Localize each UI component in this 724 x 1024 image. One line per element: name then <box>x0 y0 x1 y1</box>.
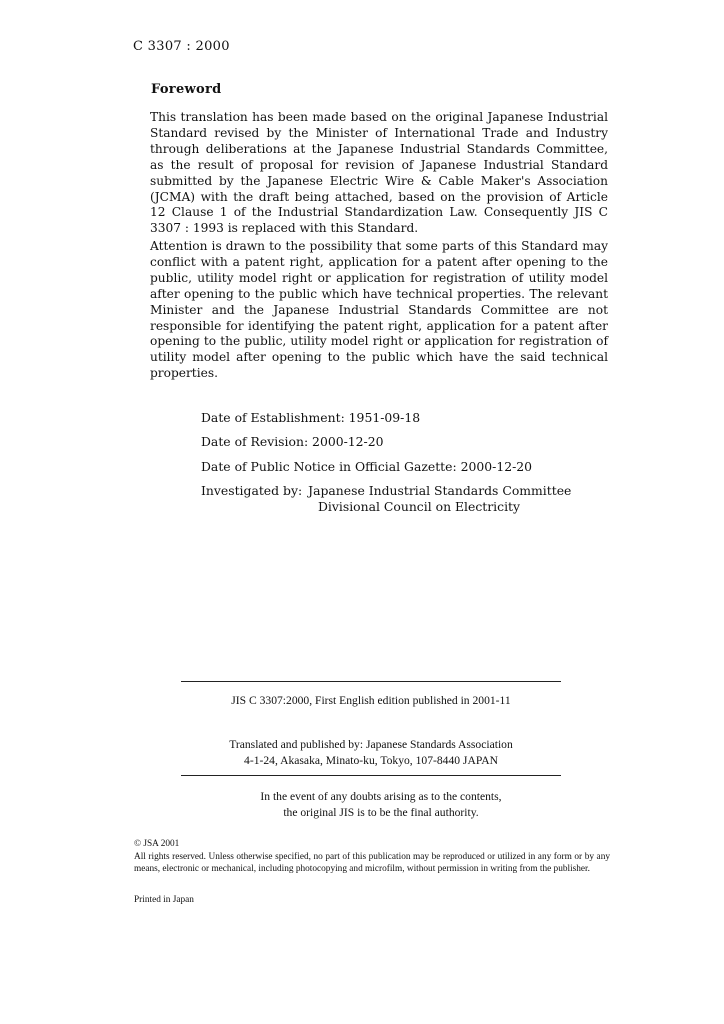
publisher-block <box>181 737 561 769</box>
date-revision: Date of Revision: 2000-12-20 <box>201 434 384 450</box>
standard-dates-list <box>201 406 621 503</box>
authority-notice-line-2: the original JIS is to be the final authority. <box>283 806 479 819</box>
publisher-address: 4-1-24, Akasaka, Minato-ku, Tokyo, 107-8440 JAPAN <box>244 754 498 767</box>
edition-line: JIS C 3307:2000, First English edition published in 2001-11 <box>231 694 511 707</box>
copyright-block <box>134 838 610 876</box>
divider-bottom <box>181 775 561 776</box>
foreword-paragraph-1: This translation has been made based on the original Japanese Industrial Standard revised by the Minister of International Trade and Industry through deliberations at the Japanese Industrial Standards Committee, as the result of proposal for revision of Japanese Industrial Standard submitted by the Japanese Electric Wire & Cable Maker's Association (JCMA) with the draft being attached, based on the provision of Article 12 Clause 1 of the Industrial Standardization Law. Consequently JIS C 3307 : 1993 is replaced with this Standard. <box>150 110 608 236</box>
printed-in: Printed in Japan <box>134 895 194 905</box>
foreword-heading: Foreword <box>151 82 222 97</box>
rights-notice: All rights reserved. Unless otherwise specified, no part of this publication may be reproduced or utilized in any form or by any means, electronic or mechanical, including photocopying and microfilm, without permission in writing from the publisher. <box>134 851 610 875</box>
translated-by-line: Translated and published by: Japanese Standards Association <box>229 738 513 751</box>
standard-number: C 3307 : 2000 <box>133 39 230 54</box>
investigated-by-value: Japanese Industrial Standards Committee <box>308 482 572 498</box>
authority-notice-line-1: In the event of any doubts arising as to the contents, <box>260 790 502 803</box>
foreword-paragraph-2: Attention is drawn to the possibility that some parts of this Standard may conflict with a patent right, application for a patent after opening to the public, utility model right or application for registration of utility model after opening to the public which have technical properties. The relevant Minister and the Japanese Industrial Standards Committee are not responsible for identifying the patent right, application for a patent after opening to the public, utility model right or application for registration of utility model after opening to the public which have the said technical properties. <box>150 239 608 381</box>
divider-top <box>181 681 561 682</box>
authority-notice <box>181 789 581 821</box>
copyright-mark: © JSA 2001 <box>134 839 180 849</box>
investigated-by-council: Divisional Council on Electricity <box>318 499 521 514</box>
date-establishment: Date of Establishment: 1951-09-18 <box>201 410 421 425</box>
date-public-notice: Date of Public Notice in Official Gazette: 2000-12-20 <box>201 458 533 474</box>
investigated-by-label: Investigated by: <box>201 482 303 498</box>
